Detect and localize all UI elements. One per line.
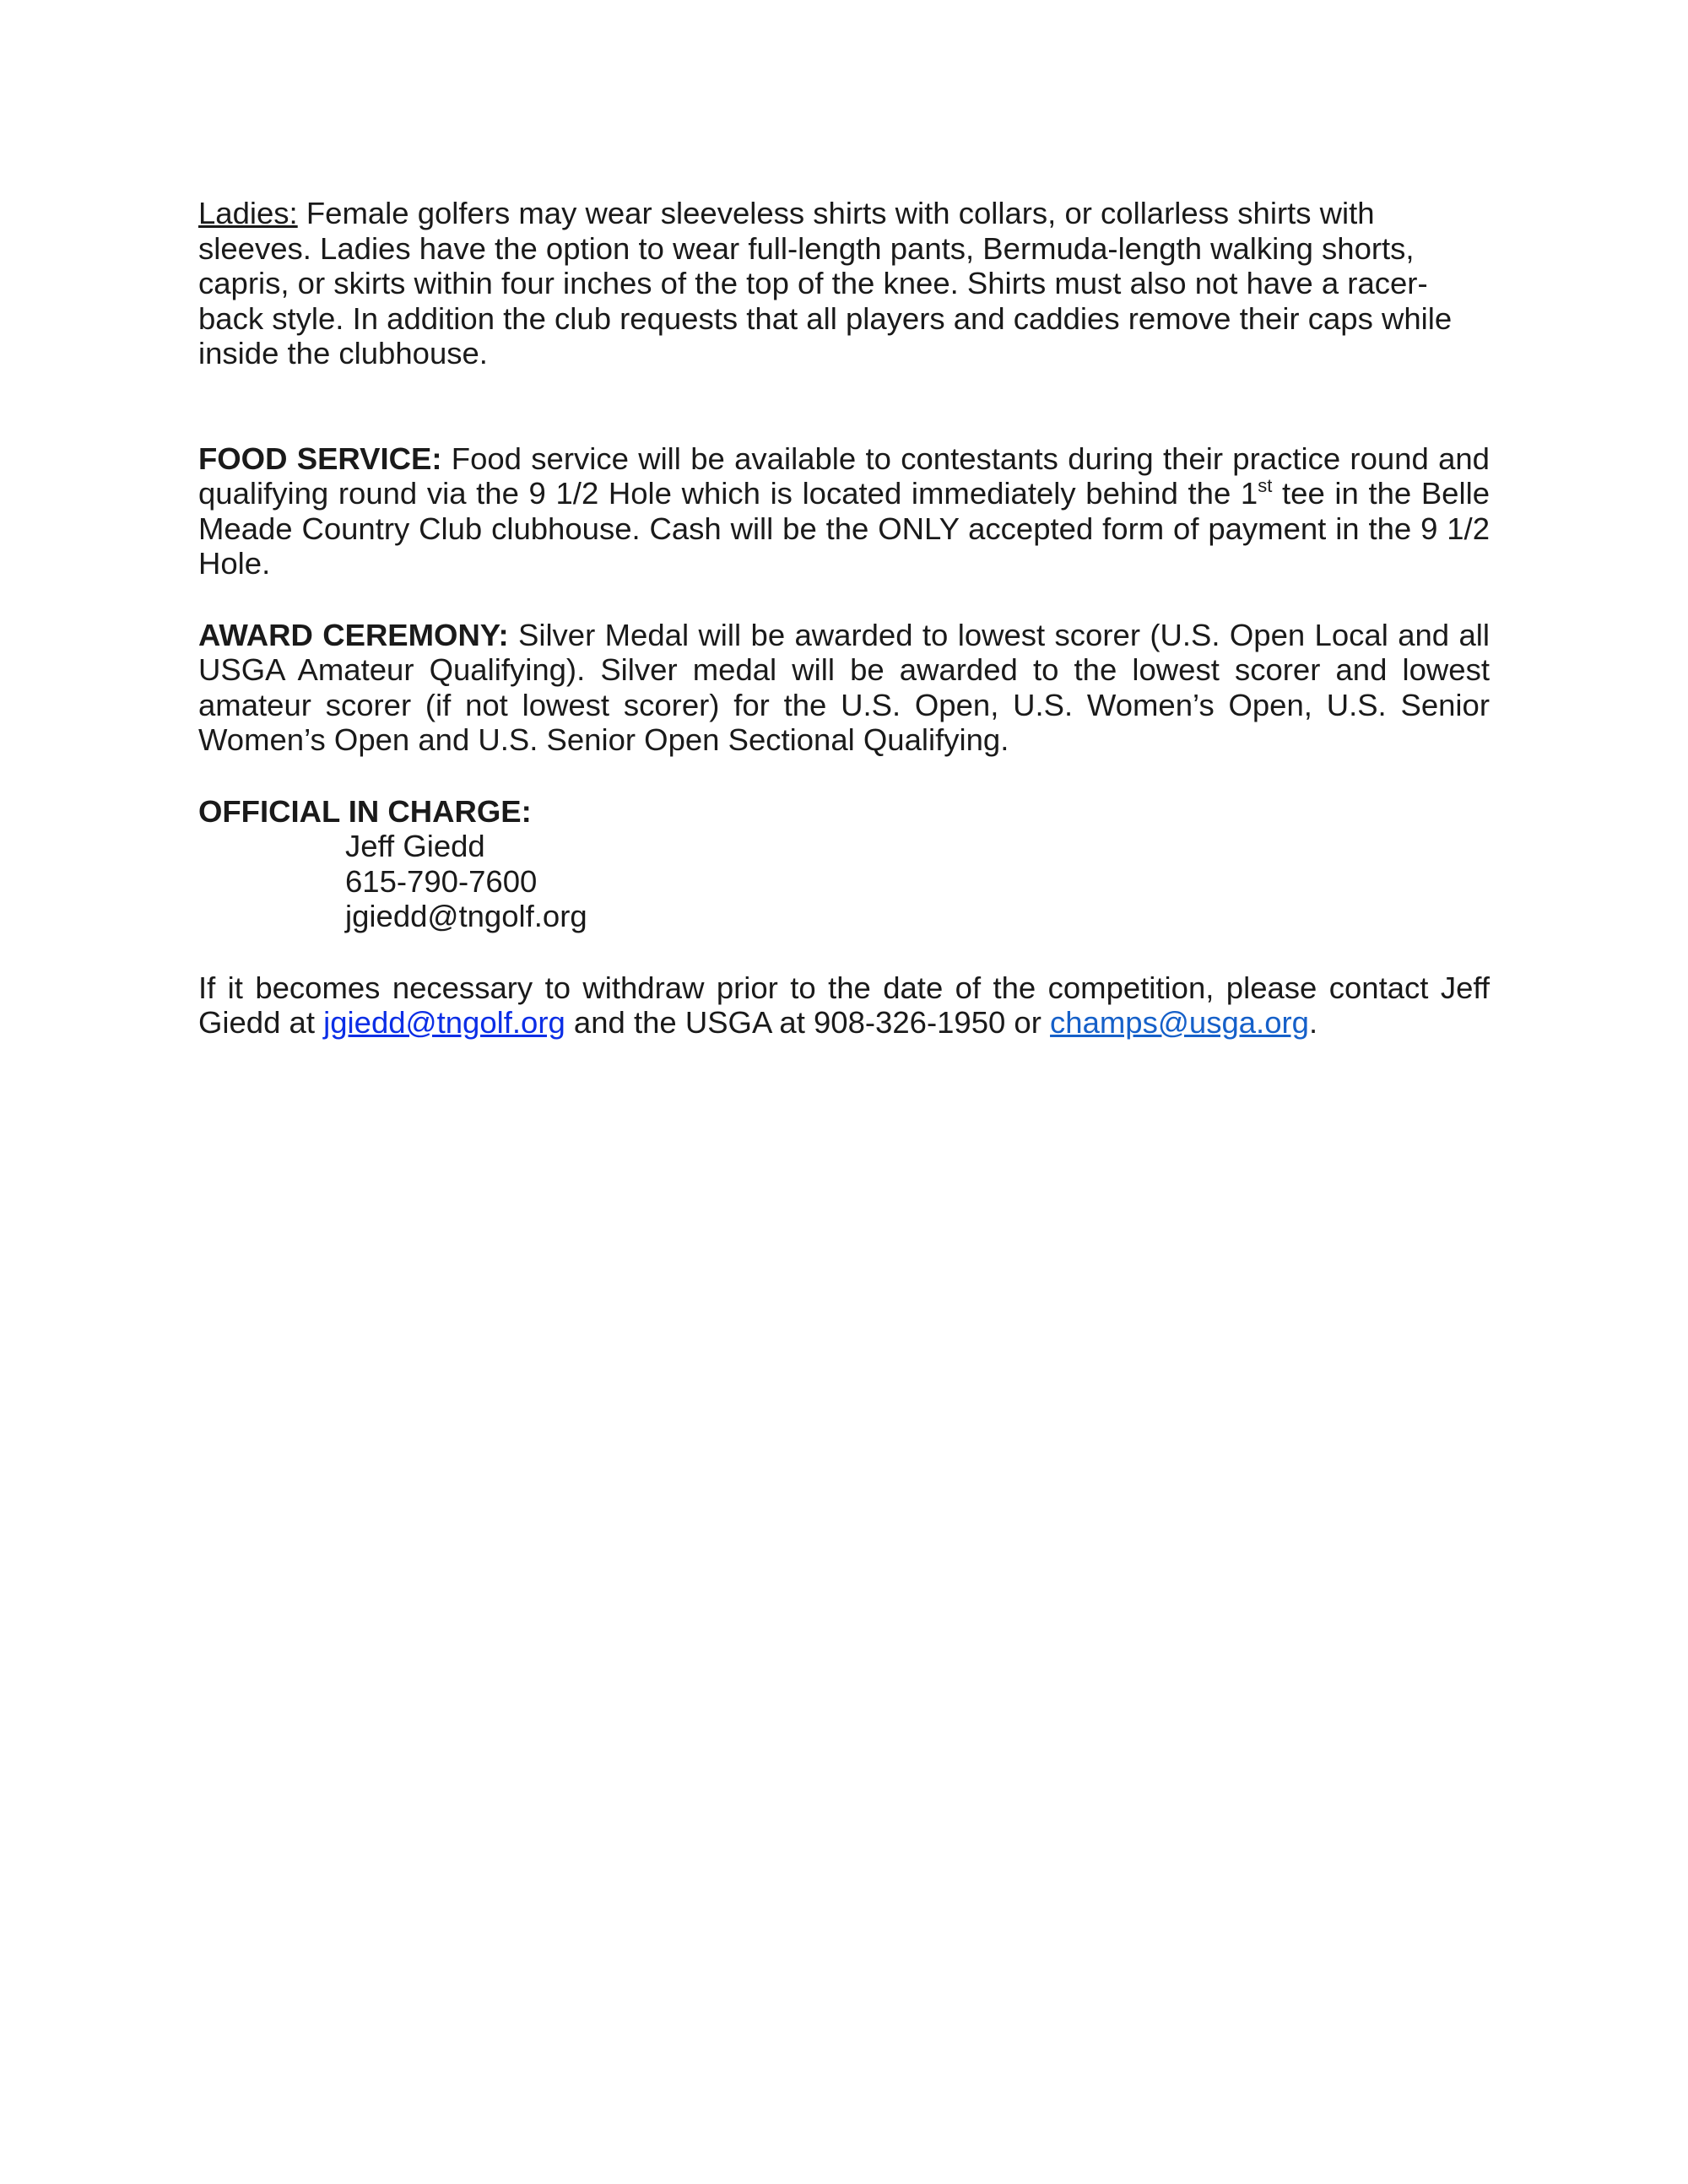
champs-email-link[interactable]: champs@usga.org <box>1050 1005 1309 1040</box>
ladies-label: Ladies: <box>198 196 298 230</box>
food-service-heading: FOOD SERVICE: <box>198 441 442 476</box>
jgiedd-email-link[interactable]: jgiedd@tngolf.org <box>323 1005 565 1040</box>
award-ceremony-text: Silver Medal will be awarded to lowest scorer (U.S. Open Local and all USGA Amateur Qualifying). Silver medal will be awarded to the lowest scorer and lowest amateur scorer (if not lowest scorer) for the U.S. Open, U.S. Women’s Open, U.S. Senior Women’s Open and U.S. Senior Open Sectional Qualifying. <box>198 617 1490 757</box>
award-ceremony-heading: AWARD CEREMONY: <box>198 617 509 652</box>
document-body <box>198 196 1490 1041</box>
withdraw-paragraph <box>198 970 1490 1041</box>
withdraw-text-3: . <box>1308 1005 1318 1040</box>
food-service-superscript: st <box>1258 475 1273 496</box>
official-name: Jeff Giedd <box>345 829 485 863</box>
withdraw-text-1: If it becomes necessary to withdraw prior to the date of the competition, please contact Jeff Giedd at <box>198 970 1490 1040</box>
ladies-text: Female golfers may wear sleeveless shirts with collars, or collarless shirts with sleeves. Ladies have the option to wear full-length pants, Bermuda-length walking shorts, capris, or skirts within four inches of the top of the knee. Shirts must also not have a racer-back style. In addition the club requests that all players and caddies remove their caps while inside the clubhouse. <box>198 196 1453 370</box>
ladies-paragraph <box>198 196 1490 371</box>
food-service-paragraph <box>198 441 1490 581</box>
award-ceremony-paragraph <box>198 618 1490 758</box>
official-heading: OFFICIAL IN CHARGE: <box>198 793 532 829</box>
official-email: jgiedd@tngolf.org <box>345 899 587 933</box>
food-service-text-before: Food service will be available to contestants during their practice round and qualifying round via the 9 1/2 Hole which is located immediately behind the 1 <box>198 441 1490 511</box>
withdraw-text-2: and the USGA at 908-326-1950 or <box>565 1005 1051 1040</box>
food-service-text-after: tee in the Belle Meade Country Club clubhouse. Cash will be the ONLY accepted form of payment in the 9 1/2 Hole. <box>198 476 1490 581</box>
official-phone: 615-790-7600 <box>345 863 538 899</box>
